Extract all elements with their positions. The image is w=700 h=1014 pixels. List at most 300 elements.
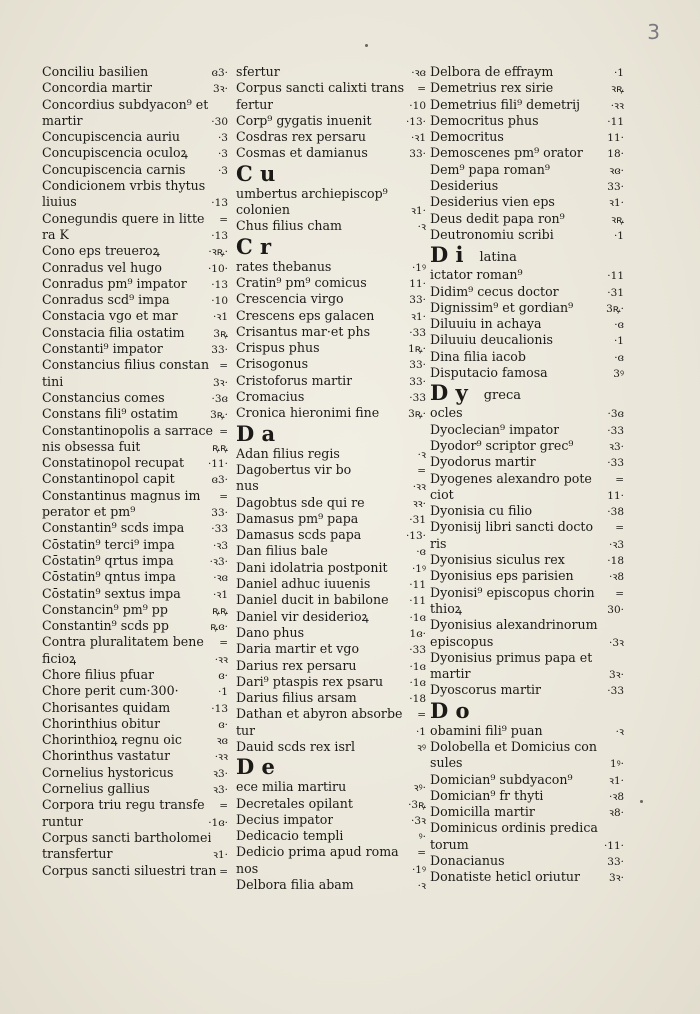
entry-reference: ·3ꝛ [411,814,426,827]
entry-text: Dyodorus martir [430,454,536,470]
entry-reference: ·13· [405,530,426,543]
entry-reference: ·1ɞ· [208,816,228,829]
entry-text: Chorinthioꝝ regnu oic [42,732,182,748]
entry-reference: ·ꝛꝛ [610,99,624,112]
entry-text: Cōstatin⁹ terci⁹ impa [42,536,175,552]
index-entry [430,211,624,227]
section-initial: D y [430,380,468,406]
index-entry [236,511,426,527]
index-entry [430,227,624,243]
entry-text: fertur [236,96,274,112]
entry-text: Dyoclecian⁹ impator [430,421,560,437]
entry-reference: 18· [607,148,624,161]
entry-reference: ·33 [409,392,426,405]
entry-reference: ·1ɞ [409,660,426,673]
entry-reference: 1ꝰ· [609,758,624,771]
index-entry [236,779,426,795]
index-column-3 [430,64,624,886]
entry-text: colonien [236,202,290,218]
ink-spot [365,44,368,47]
entry-text: Dyodor⁹ scriptor grec⁹ [430,437,574,453]
entry-reference: ꝛꝰ· [413,782,426,795]
entry-text: Concupiscencia auriu [42,129,181,145]
entry-text: tur [236,722,256,738]
index-entry [236,706,426,722]
entry-text: Concordius subdyacon⁹ et [42,96,209,112]
entry-reference: ꝛɞ [216,735,228,748]
entry-text: Constanti⁹ impator [42,341,163,357]
index-entry [430,723,624,739]
section-initial: D i [430,242,464,268]
entry-text: Decretales opilant [236,795,353,811]
entry-reference: ·33 [607,685,624,698]
section-initial: C u [236,160,276,186]
index-entry [430,617,624,633]
entry-text: Cosdras rex persaru [236,129,366,145]
entry-text: Corpus sancti bartholomei [42,829,212,845]
index-entry [236,80,426,96]
entry-text: Desiderius [430,178,499,194]
entry-reference: ·13 [211,702,228,715]
entry-reference: ·ꝛ3 [213,539,228,552]
entry-reference: ·1 [217,686,228,699]
entry-text: nis obsessa fuit [42,438,141,454]
index-entry [42,308,228,324]
index-entry [42,439,228,455]
entry-reference: 33· [409,294,426,307]
index-entry [42,537,228,553]
index-entry [42,765,228,781]
entry-reference: ꝛ3· [213,784,228,797]
entry-reference: = [417,83,426,96]
entry-reference: = [219,637,228,650]
entry-text: martir [430,666,471,682]
entry-text: Cronica hieronimi fine [236,405,380,421]
index-entry [42,553,228,569]
entry-reference: 3ꝶ· [210,409,228,422]
index-entry [42,194,228,210]
index-entry [430,666,624,682]
entry-reference: ·33 [607,424,624,437]
entry-reference: ·11 [409,595,426,608]
entry-reference: ·30 [211,115,228,128]
entry-text: Dari⁹ ptaspis rex psaru [236,673,384,689]
entry-text: Dedicio prima apud roma [236,844,399,860]
index-entry [42,97,228,113]
index-entry [42,80,228,96]
entry-reference: ·11· [603,839,624,852]
entry-reference: 3ꝶ [213,327,228,340]
index-entry [430,178,624,194]
entry-reference: ꝛꝰ [417,741,426,754]
entry-reference: ·ɞ [416,546,426,559]
index-entry [430,585,624,601]
entry-reference: ·1ꝰ [411,562,426,575]
index-entry [236,625,426,641]
entry-text: Delbora de effraym [430,64,554,79]
section-heading [430,381,624,405]
entry-reference: ꝶꝶ [212,441,228,454]
entry-text: Democritus [430,129,504,145]
folio-number: 3 [647,20,660,44]
entry-reference: ·ꝛ1 [213,311,228,324]
entry-text: Corpus sancti calixti trans [236,80,405,96]
entry-text: Conradus scd⁹ impa [42,292,170,308]
entry-text: Chorisantes quidam [42,699,171,715]
entry-text: Daria martir et vgo [236,641,360,657]
index-entry [236,576,426,592]
entry-text: Dyogenes alexandro pote [430,470,592,486]
section-heading [236,162,426,186]
index-entry [430,772,624,788]
entry-reference: ·ꝛꝶ· [208,246,228,259]
entry-reference: ɞ3· [211,67,228,79]
index-entry [430,405,624,421]
index-entry [42,618,228,634]
entry-reference: ꝛ1· [609,774,624,787]
index-entry [430,438,624,454]
entry-text: Concordia martir [42,80,153,96]
entry-reference: ·11 [607,270,624,283]
entry-text: Concupiscencia carnis [42,161,186,177]
entry-text: Donatiste heticl oriutur [430,869,581,885]
entry-text: martir [42,112,83,128]
index-entry [42,243,228,259]
index-entry [42,276,228,292]
index-entry [236,478,426,494]
entry-reference: = [219,213,228,226]
index-entry [430,788,624,804]
index-entry [430,487,624,503]
entry-reference: ·ꝛꝛ [214,751,228,764]
index-entry [42,683,228,699]
entry-text: Darius rex persaru [236,657,357,673]
section-heading [236,755,426,779]
entry-text: runtur [42,813,84,829]
section-initial: D e [236,754,275,780]
entry-text: Constatinopol recupat [42,455,185,471]
entry-reference: = [219,865,228,878]
entry-reference: ·11· [207,458,228,471]
entry-text: Dani idolatria postponit [236,559,388,575]
index-entry [42,162,228,178]
index-entry [236,218,426,234]
index-entry [430,601,624,617]
entry-text: Domician⁹ subdyacon⁹ [430,771,573,787]
entry-text: Contra pluralitatem bene [42,634,204,650]
index-entry [236,64,426,80]
entry-text: Cōstatin⁹ qntus impa [42,569,176,585]
index-entry [430,349,624,365]
entry-reference: = [219,425,228,438]
index-entry [236,609,426,625]
index-entry [430,80,624,96]
entry-reference: ·18 [409,693,426,706]
entry-text: Constancin⁹ pm⁹ pp [42,601,168,617]
section-subtitle: greca [483,388,521,404]
entry-reference: 3ꝛ· [609,872,624,885]
entry-reference: = [615,473,624,486]
entry-reference: ·3ɞ [211,392,228,405]
index-entry [236,356,426,372]
index-entry [236,796,426,812]
entry-text: Corpus sancti siluestri tran [42,862,217,878]
entry-text: Diluuiu deucalionis [430,332,553,348]
entry-text: Cōstatin⁹ sextus impa [42,585,181,601]
entry-text: Crispus phus [236,340,320,356]
entry-reference: = [219,800,228,813]
entry-reference: ·ꝛ [615,725,624,738]
entry-text: Constacia vgo et mar [42,308,178,324]
section-heading [430,243,624,267]
entry-text: Deutronomiu scribi [430,226,554,242]
entry-text: Dyonisi⁹ episcopus chorin [430,584,595,600]
index-entry [430,568,624,584]
index-entry [430,755,624,771]
entry-reference: ·ꝛ [417,221,426,234]
index-entry [430,837,624,853]
entry-reference: ·ꝛɞ [411,67,426,79]
entry-text: liuius [42,194,77,210]
entry-text: Corp⁹ gygatis inuenit [236,112,372,128]
section-subtitle: latina [479,250,517,266]
entry-reference: ·10· [207,262,228,275]
entry-text: ris [430,535,447,551]
index-entry [236,812,426,828]
entry-text: Crisogonus [236,356,309,372]
entry-reference: 11· [607,489,624,502]
index-entry [42,863,228,879]
entry-text: Dauid scds rex isrl [236,738,355,754]
entry-text: Didim⁹ cecus doctor [430,283,559,299]
entry-reference: 3ꝶ· [408,408,426,421]
index-entry [236,186,426,202]
entry-text: Demetrius rex sirie [430,80,554,96]
entry-reference: ·ꝛ [417,880,426,893]
entry-text: Crescens eps galacen [236,307,375,323]
entry-text: Damasus pm⁹ papa [236,510,359,526]
index-entry [236,658,426,674]
section-heading [236,422,426,446]
entry-reference: ·1ꝰ [411,261,426,274]
entry-reference: ·3 [217,148,228,161]
entry-text: Conradus vel hugo [42,259,162,275]
entry-text: Democritus phus [430,112,539,128]
index-entry [430,471,624,487]
index-entry [430,365,624,381]
index-entry [42,732,228,748]
index-entry [430,129,624,145]
entry-text: Constantin⁹ scds pp [42,618,169,634]
entry-text: Cornelius gallius [42,781,150,797]
entry-text: torum [430,836,469,852]
entry-text: Donacianus [430,853,505,869]
index-entry [430,853,624,869]
entry-text: Chorinthus vastatur [42,748,171,764]
index-entry [430,332,624,348]
entry-text: nos [236,860,259,876]
index-entry [236,291,426,307]
entry-text: Chus filius cham [236,218,342,234]
entry-text: Disputacio famosa [430,365,548,381]
entry-reference: ·10 [211,295,228,308]
index-entry [430,739,624,755]
entry-reference: 33· [211,344,228,357]
entry-reference: ꝛ1· [213,849,228,862]
entry-reference: ɞ· [218,718,228,731]
entry-reference: ·3 [217,164,228,177]
entry-reference: ·1 [613,67,624,79]
entry-text: Cono eps treueroꝝ [42,243,160,259]
entry-text: Daniel vir desiderioꝝ [236,608,369,624]
entry-text: Constans fili⁹ ostatim [42,406,179,422]
entry-reference: ·1ɞ [409,676,426,689]
entry-reference: 1ɞ· [409,627,426,640]
entry-text: Dina filia iacob [430,348,526,364]
index-entry [236,543,426,559]
index-entry [236,690,426,706]
entry-text: Dyonisius eps parisien [430,568,574,584]
entry-reference: ꝛꝶ [611,213,624,226]
index-entry [42,520,228,536]
entry-text: Constancius filius constan [42,357,210,373]
entry-reference: 3ꝛ· [213,376,228,389]
entry-reference: ·31 [607,286,624,299]
entry-reference: ꝶɞ· [210,621,228,634]
entry-reference: ·11 [607,115,624,128]
index-entry [236,641,426,657]
entry-text: Constacia filia ostatim [42,324,185,340]
index-entry [42,260,228,276]
entry-text: ictator roman⁹ [430,267,523,283]
entry-text: Domician⁹ fr thyti [430,787,544,803]
index-entry [42,341,228,357]
entry-text: Constancius comes [42,389,165,405]
entry-reference: ·3ꝛ [609,636,624,649]
entry-reference: ·3ɞ [607,408,624,421]
entry-text: Dyonisius siculus rex [430,552,565,568]
entry-reference: ꝰ· [418,831,426,844]
index-entry [236,389,426,405]
index-entry [430,422,624,438]
entry-reference: ·33 [211,523,228,536]
index-entry [430,869,624,885]
entry-reference: ·ꝛ8 [609,571,624,584]
entry-text: Desiderius vien eps [430,194,555,210]
index-entry [430,316,624,332]
entry-text: Chorinthius obitur [42,715,161,731]
entry-text: Dyonisij libri sancti docto [430,519,594,535]
entry-text: Domicilla martir [430,804,535,820]
index-entry [430,552,624,568]
entry-reference: 1ꝶ· [408,343,426,356]
index-entry [430,634,624,650]
entry-reference: ·13 [211,278,228,291]
index-entry [42,634,228,650]
entry-text: sfertur [236,64,280,79]
index-entry [236,560,426,576]
entry-reference: ·31 [409,513,426,526]
index-entry [236,340,426,356]
entry-reference: ·ɞ [614,319,624,332]
entry-text: Constantin⁹ scds impa [42,520,185,536]
entry-reference: 3ꝰ [613,368,624,381]
index-entry [42,64,228,80]
index-entry [236,405,426,421]
entry-text: tini [42,373,64,389]
index-entry [42,830,228,846]
entry-reference: ꝛ3· [213,767,228,780]
entry-reference: ꝛ1· [411,205,426,218]
index-entry [42,814,228,830]
index-entry [42,113,228,129]
entry-reference: ꝛ3· [609,440,624,453]
entry-reference: ·33 [409,644,426,657]
index-entry [42,586,228,602]
entry-text: Dan filius bale [236,543,328,559]
entry-reference: ɞ· [218,669,228,682]
index-entry [42,748,228,764]
entry-text: Condicionem vrbis thytus [42,178,206,194]
entry-text: Concupiscencia oculoꝝ [42,145,188,161]
index-entry [42,390,228,406]
entry-text: Dathan et abyron absorbe [236,706,403,722]
index-entry [236,592,426,608]
entry-text: ocles [430,405,463,421]
entry-text: Cōstatin⁹ qrtus impa [42,552,174,568]
index-entry [430,804,624,820]
entry-text: Crisantus mar·et phs [236,323,371,339]
index-entry [236,462,426,478]
entry-reference: 33· [409,375,426,388]
entry-reference: ·ꝛ1 [411,132,426,145]
entry-reference: = [417,464,426,477]
entry-text: Decius impator [236,811,334,827]
entry-text: Dolobella et Domicius con [430,738,597,754]
entry-text: Delbora filia abam [236,877,354,893]
index-entry [42,211,228,227]
entry-reference: 3ꝛ· [609,669,624,682]
index-entry [42,716,228,732]
index-entry [42,471,228,487]
index-entry [42,846,228,862]
index-entry [236,674,426,690]
index-entry [42,227,228,243]
index-entry [430,284,624,300]
index-entry [236,97,426,113]
entry-text: Constantinus magnus im [42,487,201,503]
entry-text: Dyonisius primus papa et [430,649,593,665]
entry-text: Dyoscorus martir [430,682,542,698]
index-column-1 [42,64,228,879]
entry-reference: ·1 [613,335,624,348]
entry-text: Constantinopol capit [42,471,175,487]
index-entry [430,145,624,161]
entry-reference: ·ꝛ3· [209,555,228,568]
entry-text: Dagobtus sde qui re [236,494,365,510]
entry-reference: ꝛɞ· [609,164,624,177]
entry-reference: 3ꝛ· [213,83,228,96]
index-entry [236,723,426,739]
entry-reference: ·10 [409,99,426,112]
entry-text: rates thebanus [236,258,332,274]
entry-reference: ·ꝛ1 [213,588,228,601]
section-initial: D o [430,697,470,723]
index-entry [236,861,426,877]
entry-reference: ·ꝛꝛ [412,481,426,494]
index-entry [236,739,426,755]
entry-text: Daniel adhuc iuuenis [236,576,371,592]
